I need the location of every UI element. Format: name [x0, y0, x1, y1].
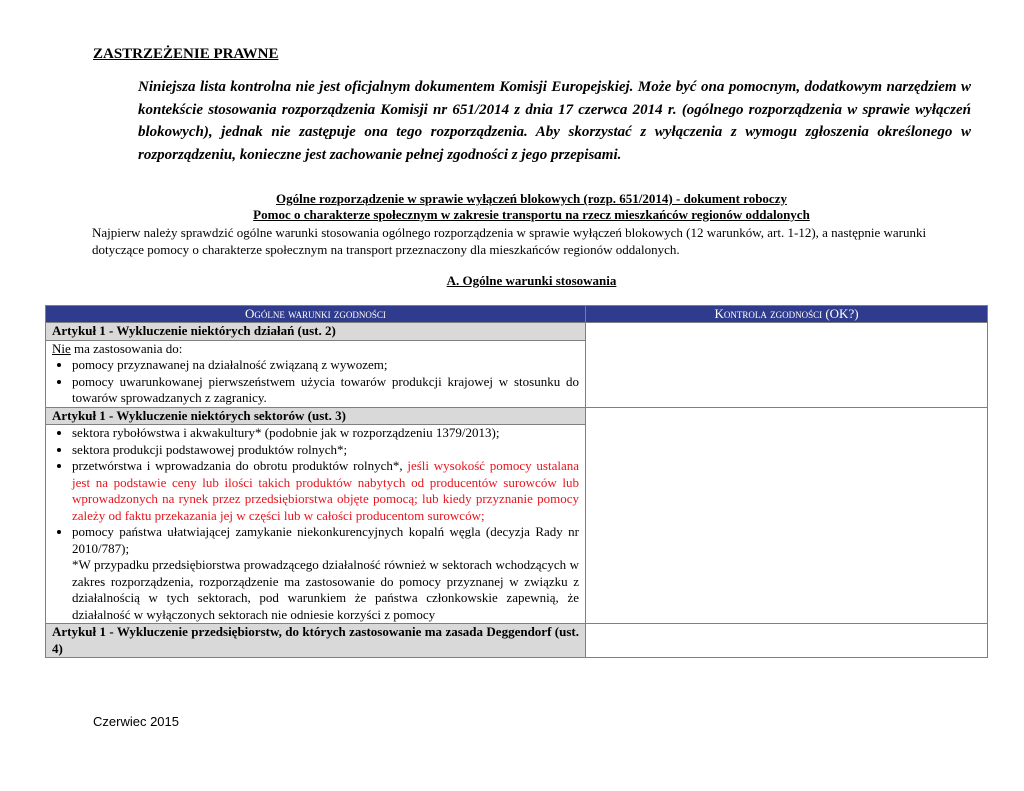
- lead-text: ma zastosowania do:: [70, 340, 183, 356]
- article-1-3-title: Artykuł 1 - Wykluczenie niektórych sektorów (ust. 3): [46, 407, 586, 425]
- footer-date: Czerwiec 2015: [93, 714, 179, 729]
- item-text: przetwórstwa i wprowadzania do obrotu produktów rolnych*,: [72, 458, 408, 473]
- document-title: Ogólne rozporządzenie w sprawie wyłączeń blokowych (rozp. 651/2014) - dokument roboczy: [276, 191, 787, 206]
- red-condition-text: jeśli wysokość pomocy ustalana jest na podstawie ceny lub ilości takich produktów nabytych od producentów surowców lub wprowadzonych na rynek przez przedsiębiorstwa objęte pomocą; lub kiedy przyznanie pomocy zależy od faktu przekazania jej w części lub w całości producentom surowców;: [72, 458, 579, 523]
- document-subtitle: Pomoc o charakterze społecznym w zakresie transportu na rzecz mieszkańców regionów oddalonych: [253, 207, 810, 222]
- intro-paragraph: Najpierw należy sprawdzić ogólne warunki stosowania ogólnego rozporządzenia w sprawie wyłączeń blokowych (12 warunków, art. 1-12), a następnie warunki dotyczące pomocy o charakterze społecznym na transport przeznaczony dla mieszkańców regionów oddalonych.: [92, 225, 927, 257]
- list-item: • sektora produkcji podstawowej produktów rolnych*;: [72, 442, 579, 459]
- list-item: • pomocy uwarunkowanej pierwszeństwem użycia towarów produkcji krajowej w stosunku do towarów sprowadzanych z zagranicy.: [72, 374, 579, 407]
- article-row: [46, 624, 988, 658]
- article-1-2-list: [52, 357, 579, 407]
- list-item-with-red-text: [72, 458, 579, 524]
- column-header-compliance-check: Kontrola zgodności (OK?): [586, 306, 988, 323]
- article-row: [46, 323, 988, 341]
- compliance-check-cell-art1-2[interactable]: [586, 323, 988, 408]
- sector-footnote: *W przypadku przedsiębiorstwa prowadzącego działalność również w sektorach wchodzących w zakres rozporządzenia, rozporządzenie ma zastosowanie do pomocy przyznanej w związku z działalnością w tych sektorach, pod warunkiem że państwa członkowskie zapewnią, że działalność w wyłączonych sektorach nie odniesie korzyści z pomocy: [72, 557, 579, 622]
- compliance-check-cell-art1-3[interactable]: [586, 407, 988, 624]
- compliance-check-cell-art1-4[interactable]: [586, 624, 988, 658]
- column-header-conditions: Ogólne warunki zgodności: [46, 306, 586, 323]
- list-item: • pomocy państwa ułatwiającej zamykanie niekonkurencyjnych kopalń węgla (decyzja Rady nr 2010/787);: [72, 524, 579, 557]
- section-a-heading: A. Ogólne warunki stosowania: [446, 273, 617, 288]
- disclaimer-title: ZASTRZEŻENIE PRAWNE: [93, 46, 279, 62]
- document-heading: [92, 191, 971, 258]
- article-1-3-content: [46, 425, 586, 624]
- article-1-3-list: [52, 425, 579, 557]
- list-item: • pomocy przyznawanej na działalność związaną z wywozem;: [72, 357, 579, 374]
- table-header-row: [46, 306, 988, 323]
- nie-word: Nie: [52, 340, 71, 356]
- article-1-4-title: Artykuł 1 - Wykluczenie przedsiębiorstw, do których zastosowanie ma zasada Deggendorf (ust. 4): [46, 624, 586, 658]
- article-1-2-content: [46, 340, 586, 407]
- article-1-2-title: Artykuł 1 - Wykluczenie niektórych działań (ust. 2): [46, 323, 586, 341]
- article-1-2-lead: [52, 341, 579, 358]
- article-row: [46, 407, 988, 425]
- compliance-checklist-table: [45, 305, 988, 658]
- disclaimer-text: Niniejsza lista kontrolna nie jest oficjalnym dokumentem Komisji Europejskiej. Może być ona pomocnym, dodatkowym narzędziem w kontekście stosowania rozporządzenia Komisji nr 651/2014 z dnia 17 czerwca 2014 r. (ogólnego rozporządzenia w sprawie wyłączeń blokowych), jednak nie zastępuje ona tego rozporządzenia. Aby skorzystać z wyłączenia z wymogu zgłoszenia określonego w rozporządzeniu, konieczne jest zachowanie pełnej zgodności z jego przepisami.: [138, 79, 971, 163]
- list-item: • sektora rybołówstwa i akwakultury* (podobnie jak w rozporządzeniu 1379/2013);: [72, 425, 579, 442]
